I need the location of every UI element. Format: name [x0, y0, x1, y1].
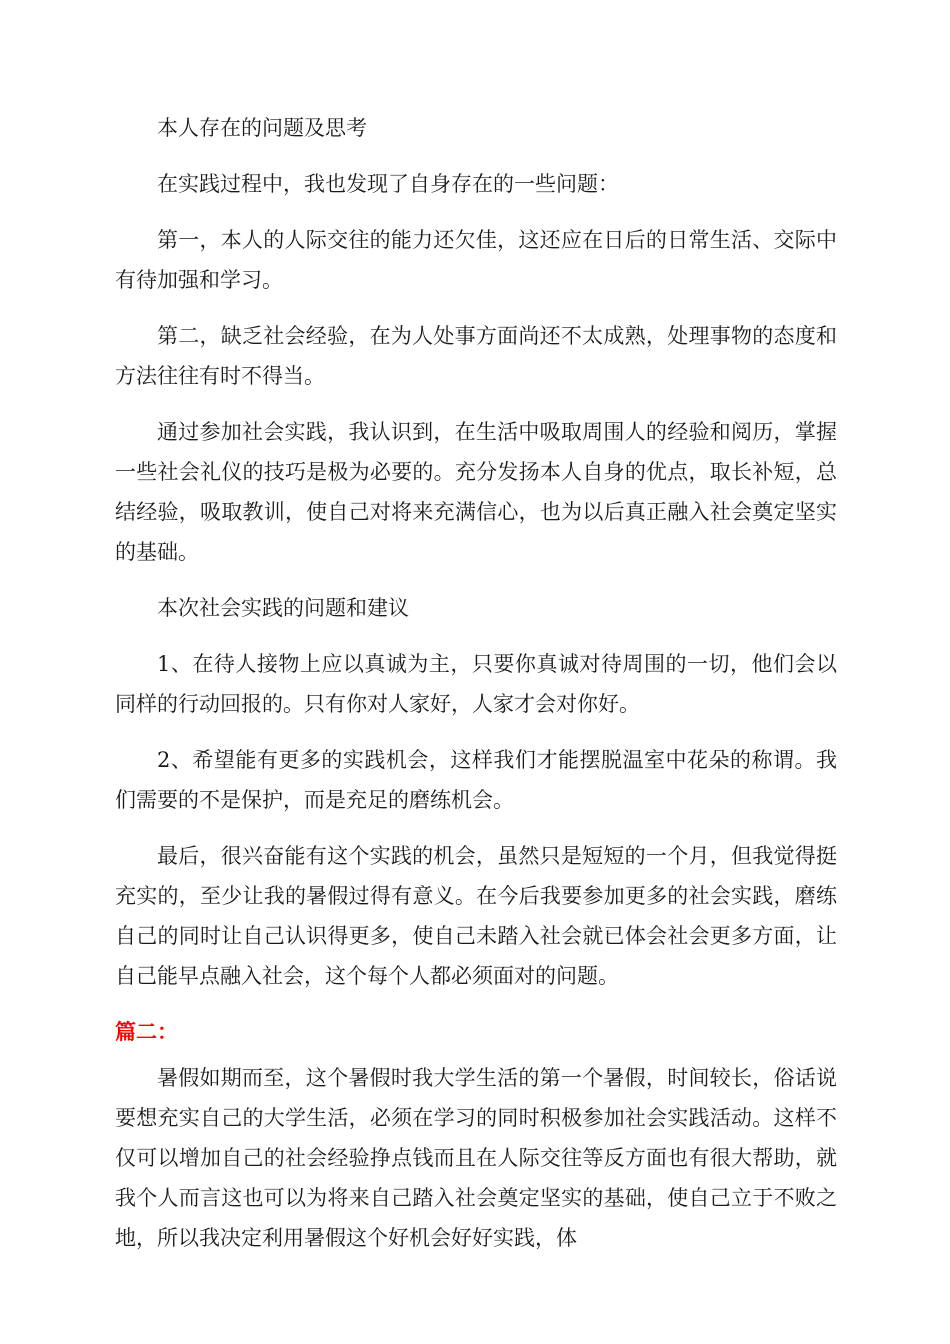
paragraph: 在实践过程中，我也发现了自身存在的一些问题： [157, 172, 619, 196]
heading-problems-reflection: 本人存在的问题及思考 [157, 116, 367, 140]
heading-problems-suggestions: 本次社会实践的问题和建议 [157, 596, 409, 620]
document-body [115, 108, 837, 1258]
paragraph: 第二，缺乏社会经验，在为人处事方面尚还不太成熟，处理事物的态度和方法往往有时不得当。 [115, 324, 837, 388]
paragraph: 通过参加社会实践，我认识到，在生活中吸取周围人的经验和阅历，掌握一些社会礼仪的技巧是极为必要的。充分发扬本人自身的优点，取长补短，总结经验，吸取教训，使自己对将来充满信心，也为以后真正融入社会奠定坚实的基础。 [115, 420, 837, 564]
paragraph: 2、希望能有更多的实践机会，这样我们才能摆脱温室中花朵的称谓。我们需要的不是保护，而是充足的磨练机会。 [115, 748, 837, 812]
paragraph: 第一，本人的人际交往的能力还欠佳，这还应在日后的日常生活、交际中有待加强和学习。 [115, 228, 837, 292]
section-heading-part-two: 篇二： [115, 1020, 178, 1044]
paragraph: 最后，很兴奋能有这个实践的机会，虽然只是短短的一个月，但我觉得挺充实的，至少让我的暑假过得有意义。在今后我要参加更多的社会实践，磨练自己的同时让自己认识得更多，使自己未踏入社会就已体会社会更多方面，让自己能早点融入社会，这个每个人都必须面对的问题。 [115, 844, 837, 988]
paragraph: 暑假如期而至，这个暑假时我大学生活的第一个暑假，时间较长，俗话说要想充实自己的大学生活，必须在学习的同时积极参加社会实践活动。这样不仅可以增加自己的社会经验挣点钱而且在人际交往等反方面也有很大帮助，就我个人而言这也可以为将来自己踏入社会奠定坚实的基础，使自己立于不败之地，所以我决定利用暑假这个好机会好好实践，体 [115, 1066, 837, 1250]
paragraph: 1、在待人接物上应以真诚为主，只要你真诚对待周围的一切，他们会以同样的行动回报的。只有你对人家好，人家才会对你好。 [115, 652, 837, 716]
